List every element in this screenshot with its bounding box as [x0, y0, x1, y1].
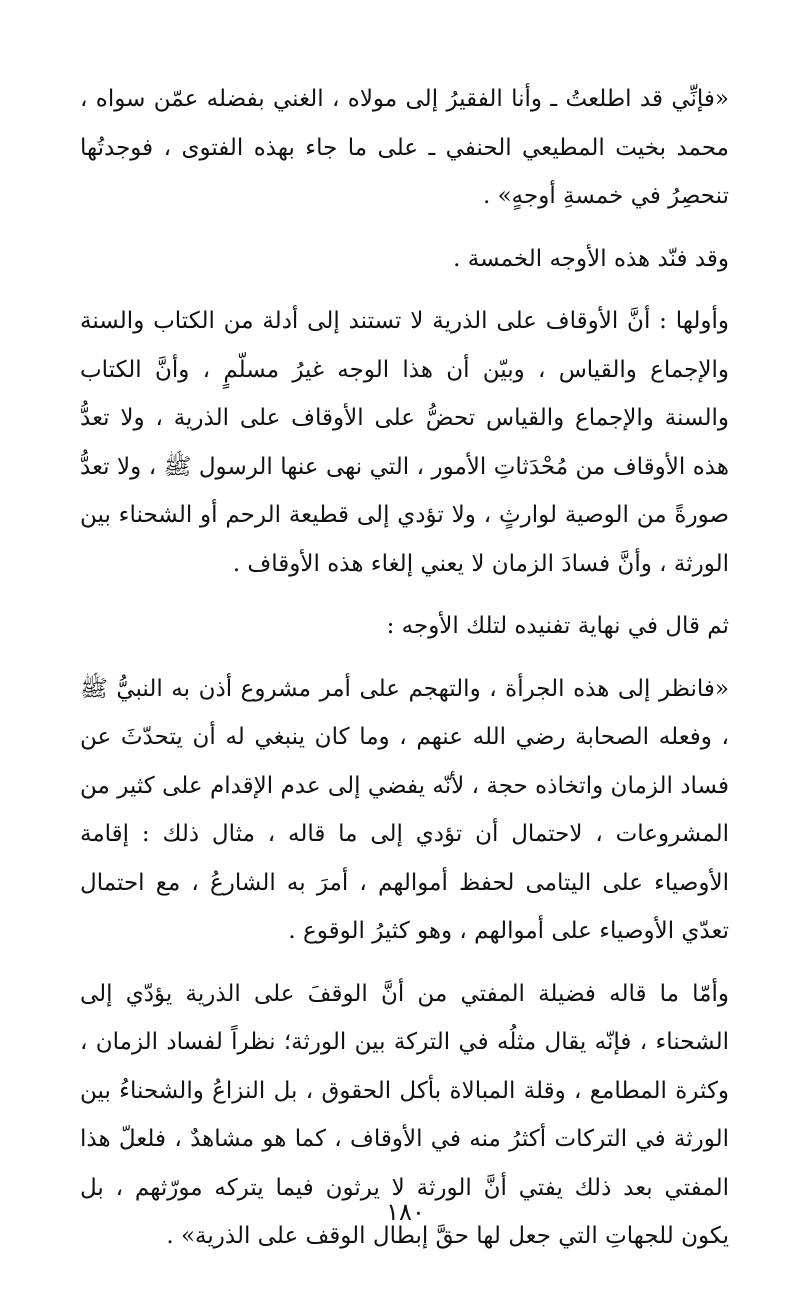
paragraph-first-aspect: وأولها : أنَّ الأوقاف على الذرية لا تستند إلى أدلة من الكتاب والسنة والإجماع والقياس ، وبيّن أن هذا الوجه غيرُ مسلّمٍ ، وأنَّ الكتاب والسنة والإجماع والقياس تحضُّ على الأوقاف على الذرية ، ولا تعدُّ هذه الأوقاف من مُحْدَثاتِ الأمور ، التي نهى عنها الرسول ﷺ ، ولا تعدُّ صورةً من الوصية لوارثٍ ، ولا تؤدي إلى قطيعة الرحم أو الشحناء بين الورثة ، وأنَّ فسادَ الزمان لا يعني إلغاء هذه الأوقاف . — [80, 308, 729, 577]
page-number: ١٨٠ — [386, 1198, 425, 1226]
paragraph-refutation-intro: وقد فنّد هذه الأوجه الخمسة . — [453, 245, 729, 272]
paragraph-quote-inheritance: وأمّا ما قاله فضيلة المفتي من أنَّ الوقفَ على الذرية يؤدّي إلى الشحناء ، فإنّه يقال مثلُه في التركة بين الورثة؛ نظراً لفساد الزمان ، وكثرة المطامع ، وقلة المبالاة بأكل الحقوق ، بل النزاعُ والشحناءُ بين الورثة في التركات أكثرُ منه في الأوقاف ، كما هو مشاهدٌ ، فلعلّ هذا المفتي بعد ذلك يفتي أنَّ الورثة لا يرثون فيما يتركه مورّثهم ، بل يكون للجهاتِ التي جعل لها حقَّ إبطال الوقف على الذرية» . — [80, 980, 729, 1249]
paragraph-conclusion-intro: ثم قال في نهاية تفنيده لتلك الأوجه : — [386, 613, 729, 639]
paragraph-quote-audacity: «فانظر إلى هذه الجرأة ، والتهجم على أمر مشروع أذن به النبيُّ ﷺ ، وفعله الصحابة رضي الله عنهم ، وما كان ينبغي له أن يتحدّثَ عن فساد الزمان واتخاذه حجة ، لأنّه يفضي إلى عدم الإقدام على كثير من المشروعات ، لاحتمال أن تؤدي إلى ما قاله ، مثال ذلك : إقامة الأوصياء على اليتامى لحفظ أموالهم ، أمرَ به الشارعُ ، مع احتمال تعدّي الأوصياء على أموالهم ، وهو كثيرُ الوقوع . — [80, 675, 729, 944]
paragraph-quote-opening: «فإنِّي قد اطلعتُ ـ وأنا الفقيرُ إلى مولاه ، الغني بفضله عمّن سواه ، محمد بخيت المطيعي الحنفي ـ على ما جاء بهذه الفتوى ، فوجدتُها تنحصِرُ في خمسةِ أوجهٍ» . — [80, 86, 729, 209]
